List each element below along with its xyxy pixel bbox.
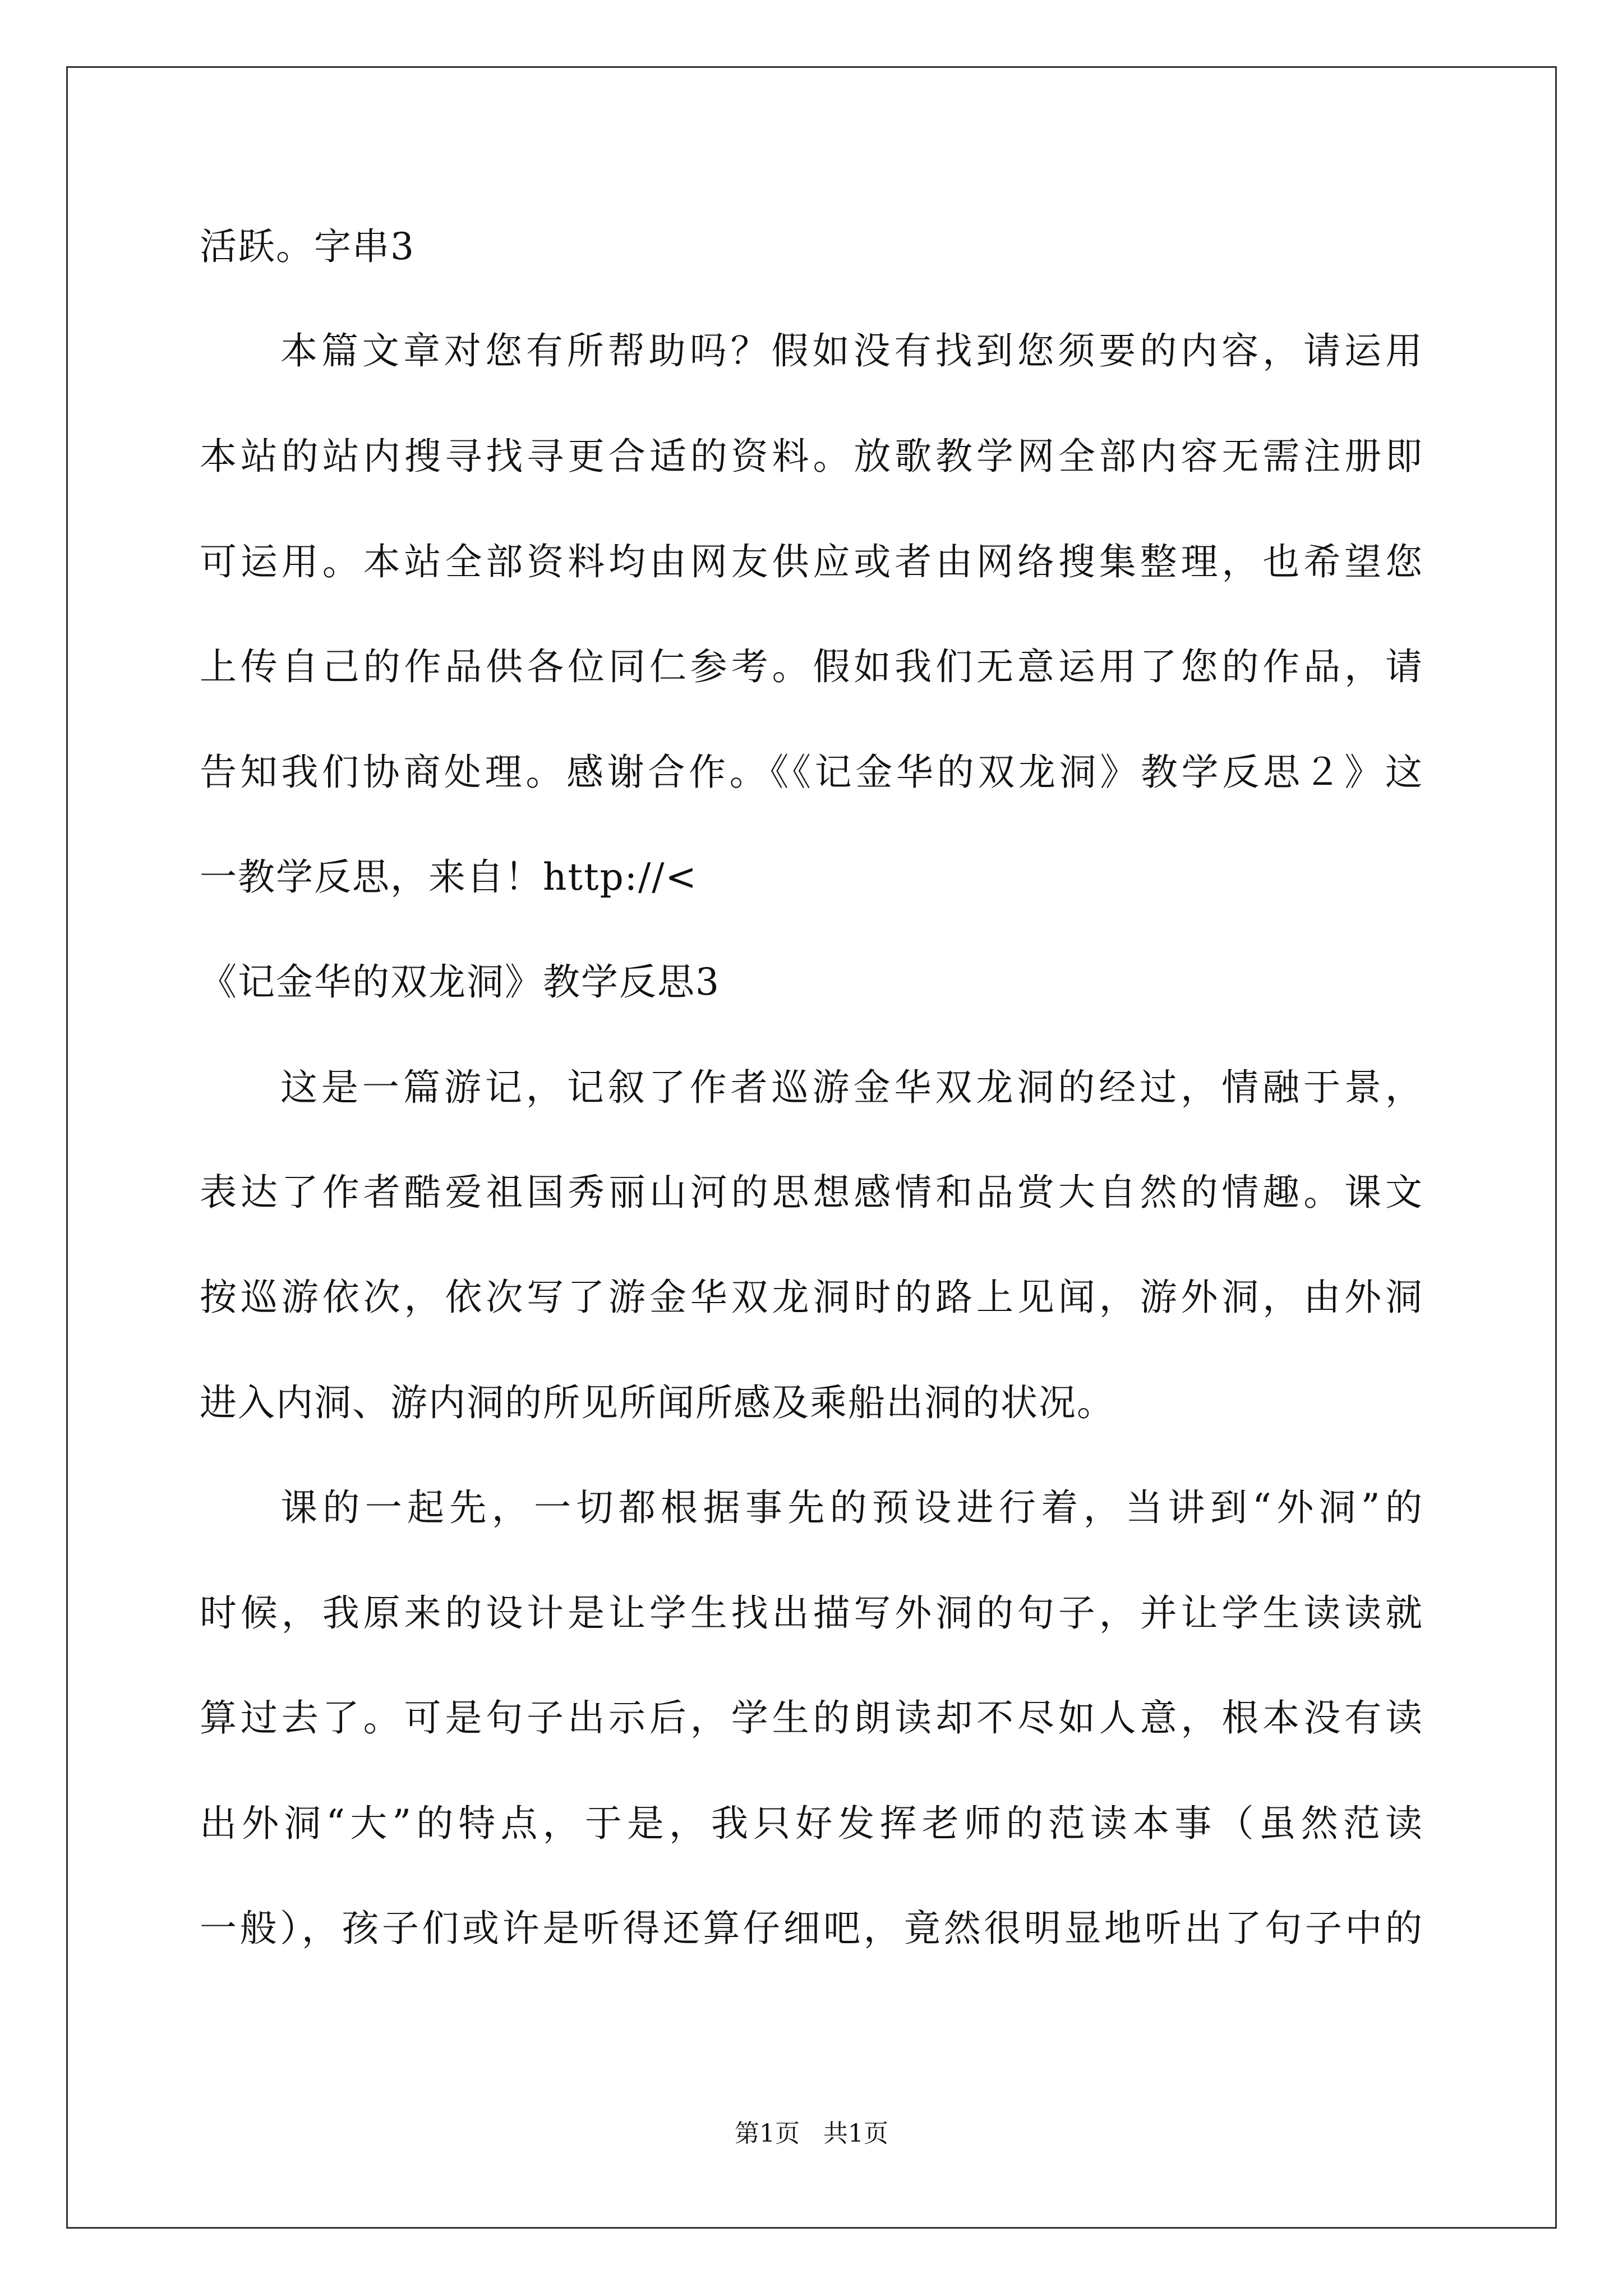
text-line-7: 一教学反思，来自！http://< xyxy=(200,855,698,899)
text-line-13: 课的一起先，一切都根据事先的预设进行着，当讲到“外洞”的 xyxy=(280,1486,1423,1529)
text-line-6: 告知我们协商处理。感谢合作。《《记金华的双龙洞》教学反思２》这 xyxy=(200,751,1423,794)
text-line-15: 算过去了。可是句子出示后，学生的朗读却不尽如人意，根本没有读 xyxy=(200,1696,1423,1740)
text-line-17: 一般），孩子们或许是听得还算仔细吧，竟然很明显地听出了句子中的 xyxy=(200,1907,1423,1950)
text-line-16: 出外洞“大”的特点，于是，我只好发挥老师的范读本事（虽然范读 xyxy=(200,1802,1423,1845)
page-footer: 第1页 共1页 xyxy=(735,2119,888,2148)
text-line-2: 本篇文章对您有所帮助吗？假如没有找到您须要的内容，请运用 xyxy=(280,329,1423,372)
page-border xyxy=(66,66,1557,2229)
text-line-9: 这是一篇游记，记叙了作者巡游金华双龙洞的经过，情融于景， xyxy=(280,1066,1423,1109)
text-line-5: 上传自己的作品供各位同仁参考。假如我们无意运用了您的作品，请 xyxy=(200,645,1423,688)
section-heading: 《记金华的双龙洞》教学反思3 xyxy=(200,960,720,1004)
text-line-12: 进入内洞、游内洞的所见所闻所感及乘船出洞的状况。 xyxy=(200,1381,1115,1424)
text-line-3: 本站的站内搜寻找寻更合适的资料。放歌教学网全部内容无需注册即 xyxy=(200,435,1423,478)
text-line-1: 活跃。字串3 xyxy=(200,225,415,268)
text-line-11: 按巡游依次，依次写了游金华双龙洞时的路上见闻，游外洞，由外洞 xyxy=(200,1276,1423,1319)
text-line-10: 表达了作者酷爱祖国秀丽山河的思想感情和品赏大自然的情趣。课文 xyxy=(200,1171,1423,1214)
text-line-4: 可运用。本站全部资料均由网友供应或者由网络搜集整理，也希望您 xyxy=(200,540,1423,583)
text-line-14: 时候，我原来的设计是让学生找出描写外洞的句子，并让学生读读就 xyxy=(200,1591,1423,1635)
